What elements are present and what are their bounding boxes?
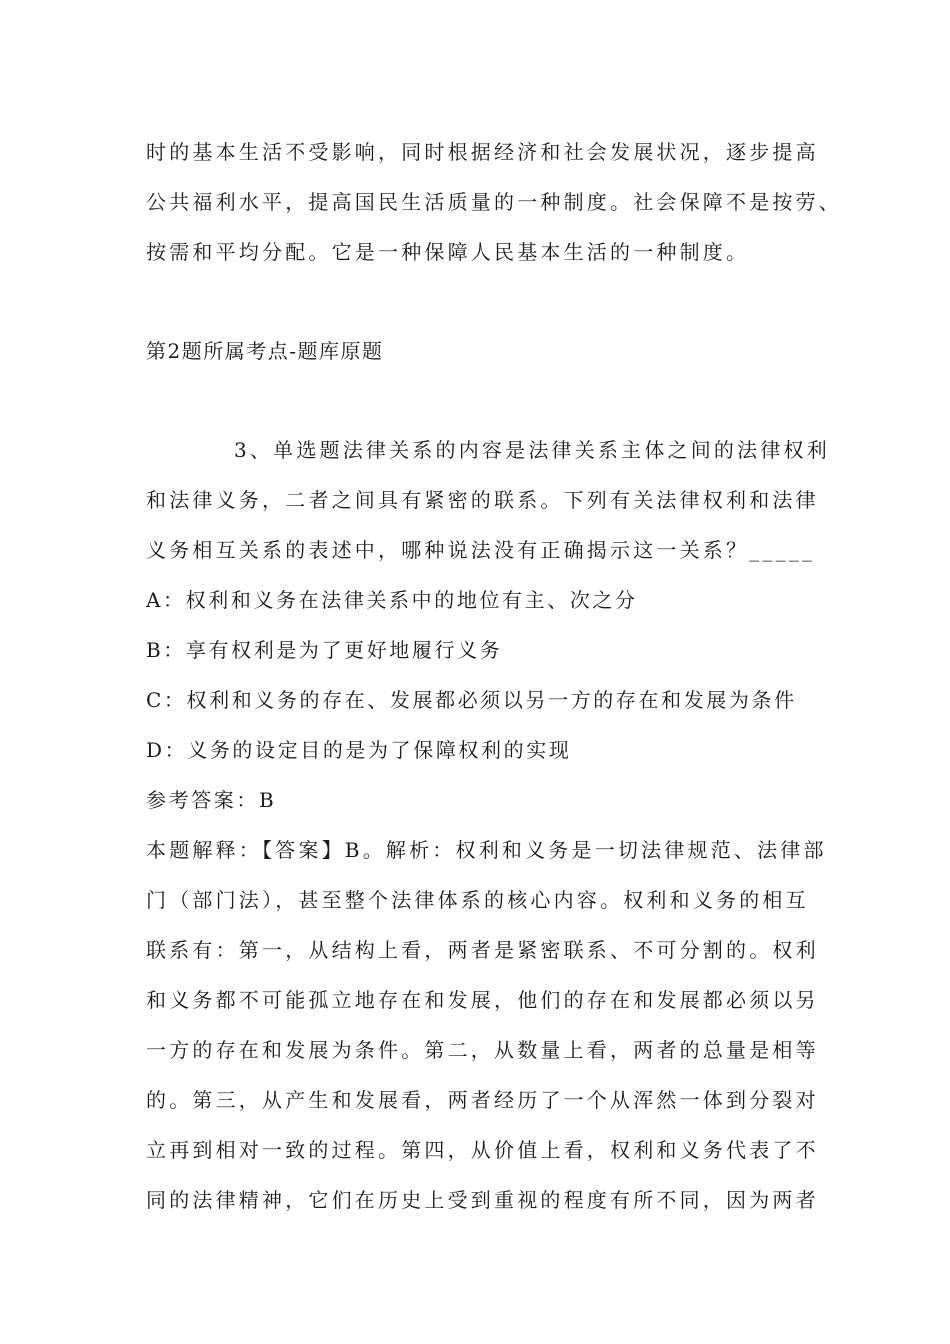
option-b: B：享有权利是为了更好地履行义务 — [146, 638, 503, 662]
continuation-line-3: 按需和平均分配。它是一种保障人民基本生活的一种制度。 — [146, 240, 750, 264]
option-c: C：权利和义务的存在、发展都必须以另一方的存在和发展为条件 — [146, 688, 797, 712]
explanation-line-5: 一方的存在和发展为条件。第二，从数量上看，两者的总量是相等 — [146, 1038, 819, 1062]
explanation-line-6: 的。第三，从产生和发展看，两者经历了一个从浑然一体到分裂对 — [146, 1088, 819, 1112]
explanation-line-3: 联系有：第一，从结构上看，两者是紧密联系、不可分割的。权利 — [146, 938, 819, 962]
option-d: D：义务的设定目的是为了保障权利的实现 — [146, 738, 572, 762]
question-stem-line-2: 和法律义务，二者之间具有紧密的联系。下列有关法律权利和法律 — [146, 488, 819, 512]
question-stem-line-3: 义务相互关系的表述中，哪种说法没有正确揭示这一关系？_____ — [146, 538, 816, 562]
q2-topic-label: 第2题所属考点-题库原题 — [146, 339, 384, 363]
explanation-line-8: 同的法律精神，它们在历史上受到重视的程度有所不同，因为两者 — [146, 1188, 819, 1212]
question-stem-line-1: 3、单选题法律关系的内容是法律关系主体之间的法律权利 — [234, 438, 830, 462]
continuation-line-2: 公共福利水平，提高国民生活质量的一种制度。社会保障不是按劳、 — [146, 190, 842, 214]
continuation-line-1: 时的基本生活不受影响，同时根据经济和社会发展状况，逐步提高 — [146, 140, 819, 164]
explanation-line-1: 本题解释：【答案】B。解析：权利和义务是一切法律规范、法律部 — [146, 838, 827, 862]
explanation-line-2: 门（部门法），甚至整个法律体系的核心内容。权利和义务的相互 — [146, 888, 809, 912]
explanation-line-7: 立再到相对一致的过程。第四，从价值上看，权利和义务代表了不 — [146, 1138, 819, 1162]
explanation-line-4: 和义务都不可能孤立地存在和发展，他们的存在和发展都必须以另 — [146, 988, 819, 1012]
option-a: A：权利和义务在法律关系中的地位有主、次之分 — [146, 588, 638, 612]
reference-answer: 参考答案：B — [146, 788, 277, 812]
